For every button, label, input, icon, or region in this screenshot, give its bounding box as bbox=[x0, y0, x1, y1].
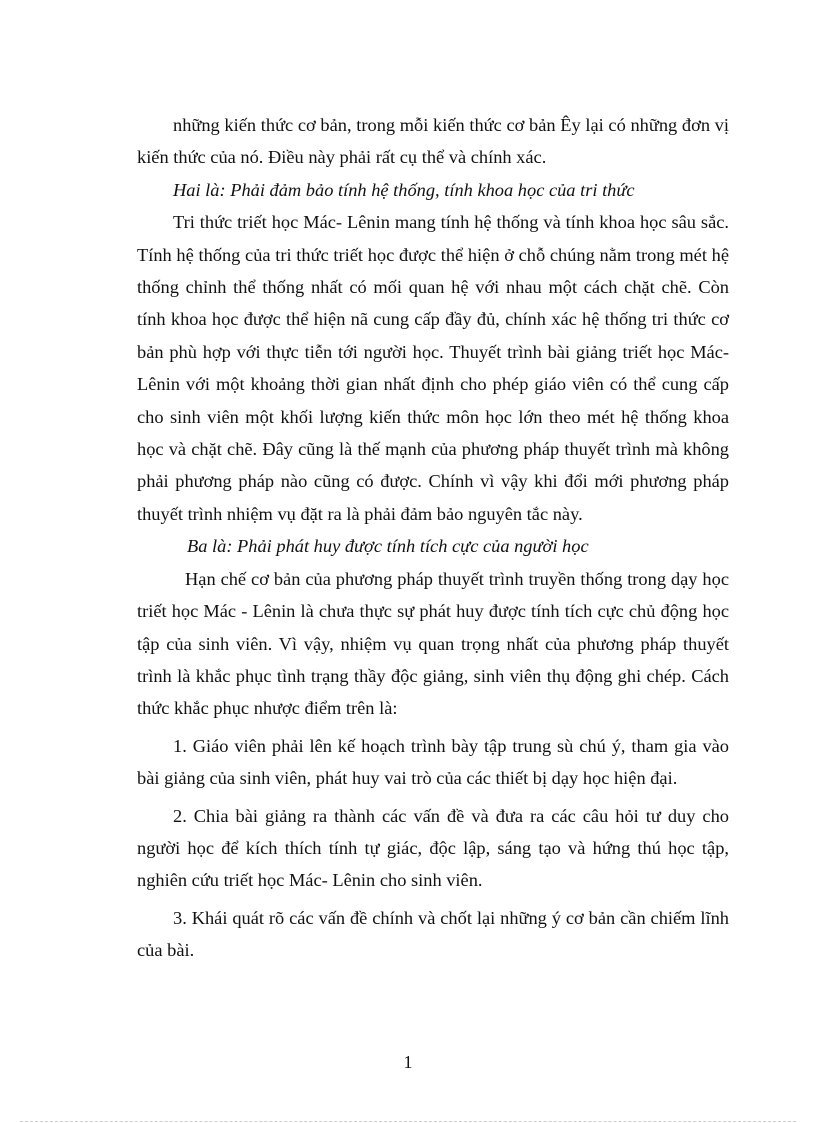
document-body bbox=[137, 109, 729, 967]
paragraph-han-che: Hạn chế cơ bản của phương pháp thuyết trình truyền thống trong dạy học triết học Mác - Lênin là chưa thực sự phát huy được tính tích cực chủ động học tập của sinh viên. Vì vậy, nhiệm vụ quan trọng nhất của phương pháp thuyết trình là khắc phục tình trạng thầy độc giảng, sinh viên thụ động ghi chép. Cách thức khắc phục nhược điểm trên là: bbox=[137, 568, 729, 719]
list-item-1: 1. Giáo viên phải lên kế hoạch trình bày tập trung sù chú ý, tham gia vào bài giảng của sinh viên, phát huy vai trò của các thiết bị dạy học hiện đại. bbox=[137, 735, 729, 789]
section-heading-hai-la: Hai là: Phải đảm bảo tính hệ thống, tính khoa học của tri thức bbox=[173, 179, 635, 200]
list-item-3: 3. Khái quát rõ các vấn đề chính và chốt lại những ý cơ bản cần chiếm lĩnh của bài. bbox=[137, 907, 729, 961]
page-bottom-divider bbox=[20, 1121, 796, 1122]
page-number: 1 bbox=[403, 1052, 413, 1072]
section-heading-ba-la: Ba là: Phải phát huy được tính tích cực của người học bbox=[187, 536, 589, 557]
paragraph-he-thong: Tri thức triết học Mác- Lênin mang tính hệ thống và tính khoa học sâu sắc. Tính hệ thống của tri thức triết học được thể hiện ở chỗ chúng nằm trong mét hệ thống chỉnh thể thống nhất có mối quan hệ với nhau một cách chặt chẽ. Còn tính khoa học được thể hiện nã cung cấp đầy đủ, chính xác hệ thống tri thức cơ bản phù hợp với thực tiễn tới người học. Thuyết trình bài giảng triết học Mác- Lênin với một khoảng thời gian nhất định cho phép giáo viên có thể cung cấp cho sinh viên một khối lượng kiến thức môn học lớn theo mét hệ thống khoa học và chặt chẽ. Đây cũng là thế mạnh của phương pháp thuyết trình mà không phải phương pháp nào cũng có được. Chính vì vậy khi đổi mới phương pháp thuyết trình nhiệm vụ đặt ra là phải đảm bảo nguyên tắc này. bbox=[137, 212, 729, 524]
list-item-2: 2. Chia bài giảng ra thành các vấn đề và đưa ra các câu hỏi tư duy cho người học để kích thích tính tự giác, độc lập, sáng tạo và hứng thú học tập, nghiên cứu triết học Mác- Lênin cho sinh viên. bbox=[137, 805, 729, 891]
paragraph-continuation: những kiến thức cơ bản, trong mỗi kiến thức cơ bản Êy lại có những đơn vị kiến thức của nó. Điều này phải rất cụ thể và chính xác. bbox=[137, 115, 729, 168]
